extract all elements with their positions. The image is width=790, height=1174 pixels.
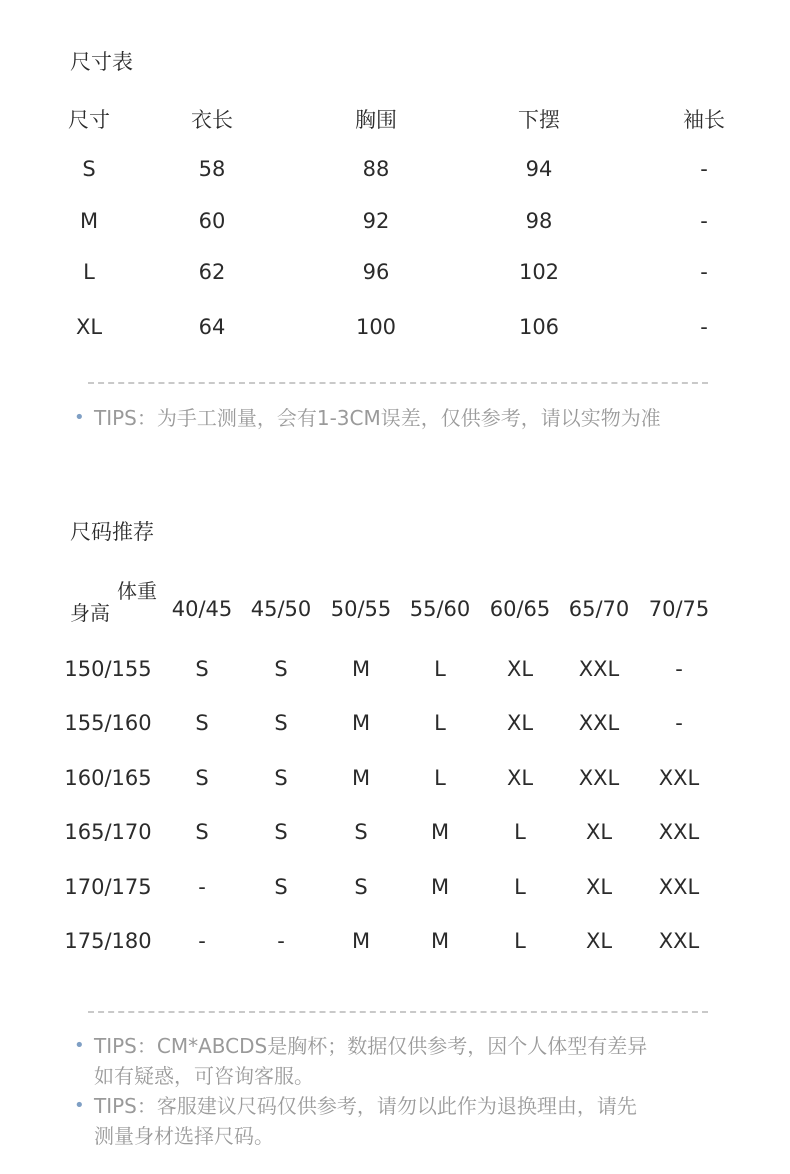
- table-cell: 96: [362, 260, 390, 284]
- size-cell: M: [351, 929, 371, 953]
- tip-line: 测量身材选择尺码。: [94, 1124, 274, 1148]
- table-cell: 106: [518, 315, 560, 339]
- size-cell: L: [434, 657, 446, 681]
- height-cell: 170/175: [64, 875, 152, 899]
- size-cell: S: [274, 711, 288, 735]
- size-table-title: 尺寸表: [70, 50, 133, 74]
- weight-header: 65/70: [568, 597, 630, 621]
- table-cell: 62: [198, 260, 226, 284]
- height-cell: 155/160: [64, 711, 152, 735]
- table-cell: M: [79, 209, 99, 233]
- table-cell: 94: [525, 157, 553, 181]
- weight-header: 60/65: [489, 597, 551, 621]
- size-cell: XL: [506, 711, 534, 735]
- size-cell: XL: [585, 875, 613, 899]
- table-cell: -: [700, 209, 708, 233]
- size-cell: S: [274, 766, 288, 790]
- height-cell: 175/180: [64, 929, 152, 953]
- size-cell: M: [430, 875, 450, 899]
- size-cell: S: [195, 820, 209, 844]
- size-cell: XL: [585, 929, 613, 953]
- size-cell: L: [514, 820, 526, 844]
- table-cell: 58: [198, 157, 226, 181]
- corner-height-label: 身高: [70, 601, 110, 625]
- tip-line: 如有疑惑，可咨询客服。: [94, 1064, 314, 1088]
- size-cell: S: [274, 875, 288, 899]
- size-cell: L: [514, 875, 526, 899]
- size-cell: XL: [506, 766, 534, 790]
- weight-header: 70/75: [648, 597, 710, 621]
- column-header: 下摆: [518, 108, 560, 132]
- size-cell: L: [514, 929, 526, 953]
- table-cell: 92: [362, 209, 390, 233]
- height-cell: 150/155: [64, 657, 152, 681]
- bullet-icon: •: [74, 1095, 85, 1116]
- size-cell: S: [354, 820, 368, 844]
- size-cell: XXL: [658, 929, 700, 953]
- size-cell: XXL: [658, 820, 700, 844]
- table-cell: -: [700, 260, 708, 284]
- size-cell: XXL: [578, 657, 620, 681]
- size-cell: XXL: [658, 766, 700, 790]
- column-header: 衣长: [191, 108, 233, 132]
- size-cell: S: [274, 820, 288, 844]
- size-cell: XXL: [578, 711, 620, 735]
- table-cell: L: [83, 260, 95, 284]
- tip-text: TIPS：为手工测量，会有1-3CM误差，仅供参考，请以实物为准: [94, 406, 661, 430]
- size-cell: -: [277, 929, 285, 953]
- table-cell: 60: [198, 209, 226, 233]
- table-cell: 88: [362, 157, 390, 181]
- table-cell: 98: [525, 209, 553, 233]
- size-cell: XL: [506, 657, 534, 681]
- table-cell: 64: [198, 315, 226, 339]
- size-cell: M: [430, 929, 450, 953]
- size-cell: -: [198, 875, 206, 899]
- recommend-table-title: 尺码推荐: [70, 520, 154, 544]
- size-cell: L: [434, 711, 446, 735]
- weight-header: 50/55: [330, 597, 392, 621]
- size-cell: M: [351, 766, 371, 790]
- divider: [88, 1011, 708, 1013]
- weight-header: 40/45: [171, 597, 233, 621]
- size-cell: XL: [585, 820, 613, 844]
- table-cell: -: [700, 157, 708, 181]
- column-header: 袖长: [683, 108, 725, 132]
- size-cell: -: [198, 929, 206, 953]
- size-cell: XXL: [658, 875, 700, 899]
- size-cell: S: [195, 766, 209, 790]
- table-cell: 102: [518, 260, 560, 284]
- bullet-icon: •: [74, 407, 85, 428]
- size-cell: S: [195, 711, 209, 735]
- size-cell: S: [195, 657, 209, 681]
- weight-header: 55/60: [409, 597, 471, 621]
- height-cell: 160/165: [64, 766, 152, 790]
- size-cell: -: [675, 657, 683, 681]
- size-cell: L: [434, 766, 446, 790]
- size-cell: M: [430, 820, 450, 844]
- corner-weight-label: 体重: [117, 579, 157, 603]
- table-cell: S: [82, 157, 96, 181]
- tip-line: TIPS：客服建议尺码仅供参考，请勿以此作为退换理由，请先: [94, 1094, 637, 1118]
- weight-header: 45/50: [250, 597, 312, 621]
- table-cell: XL: [75, 315, 103, 339]
- size-cell: XXL: [578, 766, 620, 790]
- table-cell: -: [700, 315, 708, 339]
- size-cell: -: [675, 711, 683, 735]
- bullet-icon: •: [74, 1035, 85, 1056]
- divider: [88, 382, 708, 384]
- size-cell: M: [351, 711, 371, 735]
- size-cell: M: [351, 657, 371, 681]
- size-cell: S: [274, 657, 288, 681]
- height-cell: 165/170: [64, 820, 152, 844]
- column-header: 胸围: [355, 108, 397, 132]
- size-cell: S: [354, 875, 368, 899]
- table-cell: 100: [355, 315, 397, 339]
- tip-line: TIPS：CM*ABCDS是胸杯；数据仅供参考，因个人体型有差异: [94, 1034, 648, 1058]
- column-header: 尺寸: [68, 108, 110, 132]
